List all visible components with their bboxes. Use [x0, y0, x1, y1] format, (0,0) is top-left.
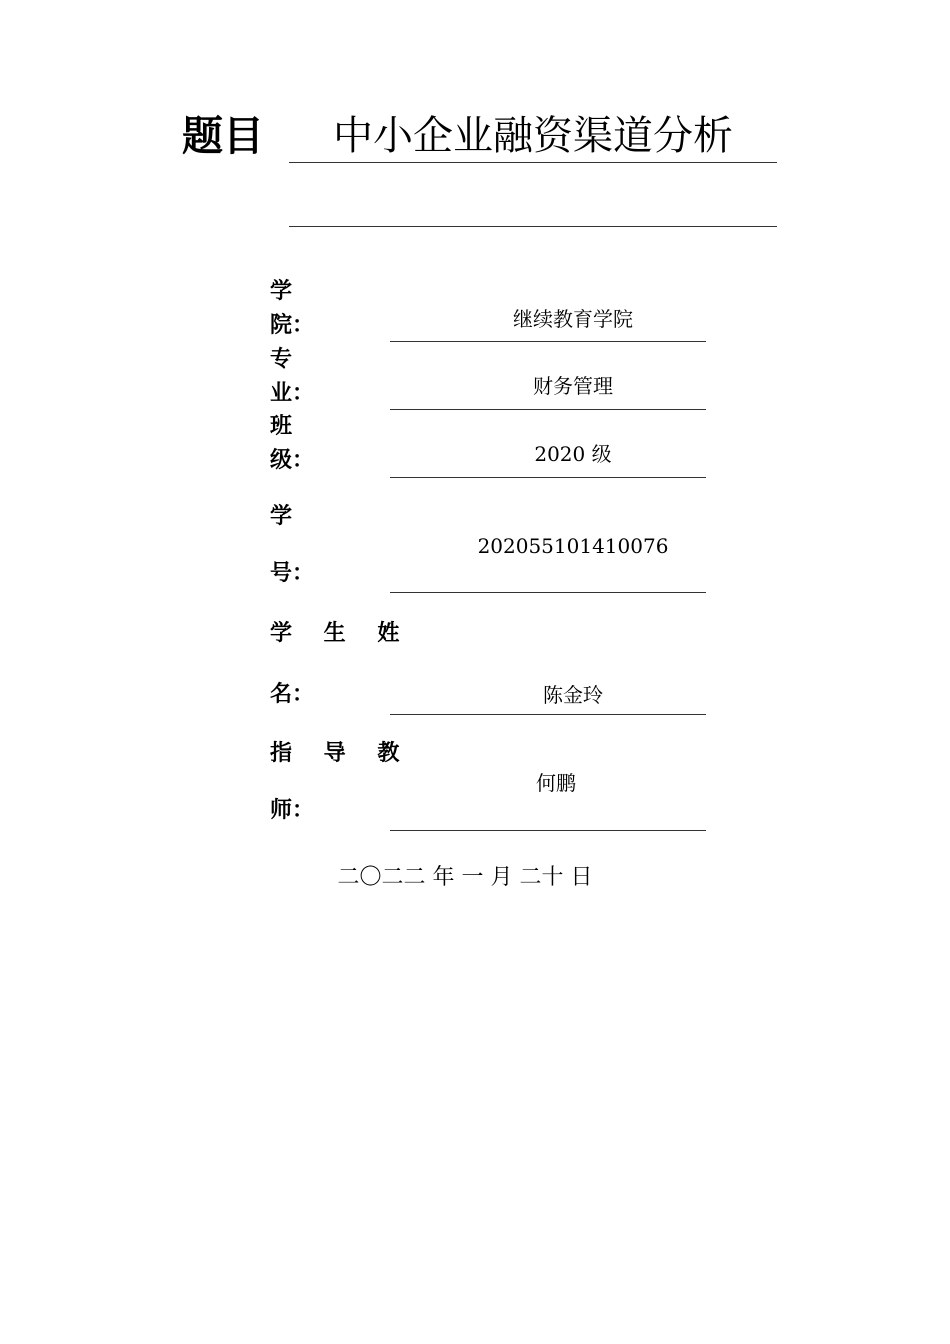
major-value: 财务管理 — [533, 374, 613, 398]
advisor-label-line2: 师： — [270, 798, 315, 823]
class-value: 2020 级 — [534, 442, 612, 466]
advisor-value: 何鹏 — [536, 771, 576, 795]
student-id-underline — [390, 592, 706, 593]
major-label-line1: 专 — [270, 347, 293, 372]
student-name-value: 陈金玲 — [543, 683, 603, 707]
student-name-underline — [390, 714, 706, 715]
major-underline — [390, 409, 706, 410]
college-label-line2: 院： — [270, 313, 315, 338]
advisor-underline — [390, 830, 706, 831]
student-id-value: 202055101410076 — [477, 534, 669, 558]
student-name-label-line1: 学 生 姓 — [270, 621, 412, 646]
student-name-label-line2: 名： — [270, 682, 315, 707]
class-label-line1: 班 — [270, 414, 293, 439]
college-underline — [390, 341, 706, 342]
class-underline — [390, 477, 706, 478]
college-label-line1: 学 — [270, 279, 293, 304]
title-second-underline — [289, 226, 777, 227]
major-label-line2: 业： — [270, 381, 315, 406]
advisor-label-line1: 指 导 教 — [270, 741, 412, 766]
thesis-title: 中小企业融资渠道分析 — [333, 113, 733, 159]
title-label: 题目 — [182, 112, 264, 160]
submission-date: 二〇二二 年 一 月 二十 日 — [337, 865, 593, 890]
class-label-line2: 级： — [270, 448, 315, 473]
student-id-label-line2: 号： — [270, 561, 315, 586]
title-underline — [289, 162, 777, 163]
student-id-label-line1: 学 — [270, 504, 293, 529]
college-value: 继续教育学院 — [513, 307, 633, 331]
